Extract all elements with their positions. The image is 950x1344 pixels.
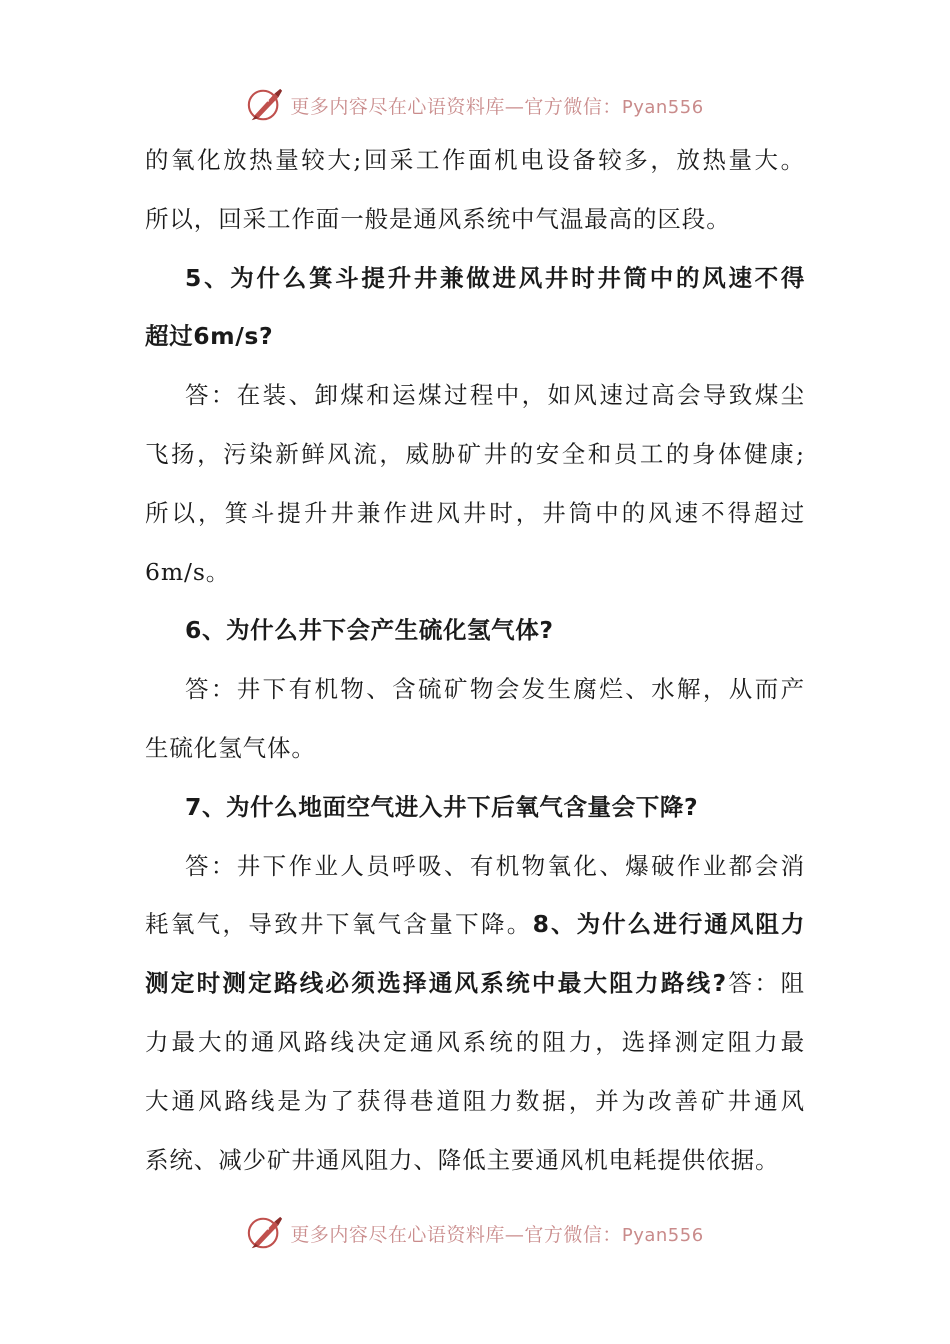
wechat-id: Pyan556 [621, 96, 704, 118]
question-5: 5、为什么箕斗提升井兼做进风井时井筒中的风速不得 [185, 263, 805, 292]
question-8-text: 测定时测定路线必须选择通风系统中最大阻力路线? [145, 969, 727, 998]
banner-caption: 更多内容尽在心语资料库—官方微信： [290, 1223, 622, 1246]
question-6: 6、为什么井下会产生硫化氢气体? [185, 616, 554, 645]
answer-7: 答：井下作业人员呼吸、有机物氧化、爆破作业都会消 [185, 851, 805, 880]
answer-6-cont: 生硫化氢气体。 [145, 733, 316, 762]
answer-5-cont: 飞扬，污染新鲜风流，威胁矿井的安全和员工的身体健康; [145, 439, 805, 468]
text-line: 所以，回采工作面一般是通风系统中气温最高的区段。 [145, 204, 731, 233]
header-banner [0, 82, 950, 128]
answer-7-end: 耗氧气，导致井下氧气含量下降。 [145, 910, 533, 939]
answer-6: 答：井下有机物、含硫矿物会发生腐烂、水解，从而产 [185, 675, 805, 704]
banner-text [290, 92, 703, 119]
question-7: 7、为什么地面空气进入井下后氧气含量会下降? [185, 792, 699, 821]
answer-5-cont: 所以，箕斗提升井兼作进风井时，井筒中的风速不得超过 [145, 498, 805, 527]
document-body [145, 131, 805, 1189]
question-8-cont [145, 954, 805, 1013]
answer-8-cont: 系统、减少矿井通风阻力、降低主要通风机电耗提供依据。 [145, 1145, 780, 1174]
answer-5: 答：在装、卸煤和运煤过程中，如风速过高会导致煤尘 [185, 381, 805, 410]
answer-8-cont: 力最大的通风路线决定通风系统的阻力，选择测定阻力最 [145, 1027, 805, 1056]
banner-caption: 更多内容尽在心语资料库—官方微信： [290, 95, 622, 118]
footer-banner [0, 1210, 950, 1256]
wechat-id: Pyan556 [621, 1224, 704, 1246]
answer-7-cont [145, 895, 805, 954]
question-5-cont: 超过6m/s? [145, 322, 274, 351]
banner-text [290, 1220, 703, 1247]
pen-logo-icon [246, 1214, 284, 1252]
answer-8-cont: 大通风路线是为了获得巷道阻力数据，并为改善矿井通风 [145, 1086, 805, 1115]
text-line: 的氧化放热量较大;回采工作面机电设备较多，放热量大。 [145, 146, 805, 174]
question-8: 8、为什么进行通风阻力 [532, 910, 805, 939]
answer-5-cont: 6m/s。 [145, 557, 231, 586]
answer-8: 答：阻 [726, 969, 805, 998]
pen-logo-icon [246, 86, 284, 124]
